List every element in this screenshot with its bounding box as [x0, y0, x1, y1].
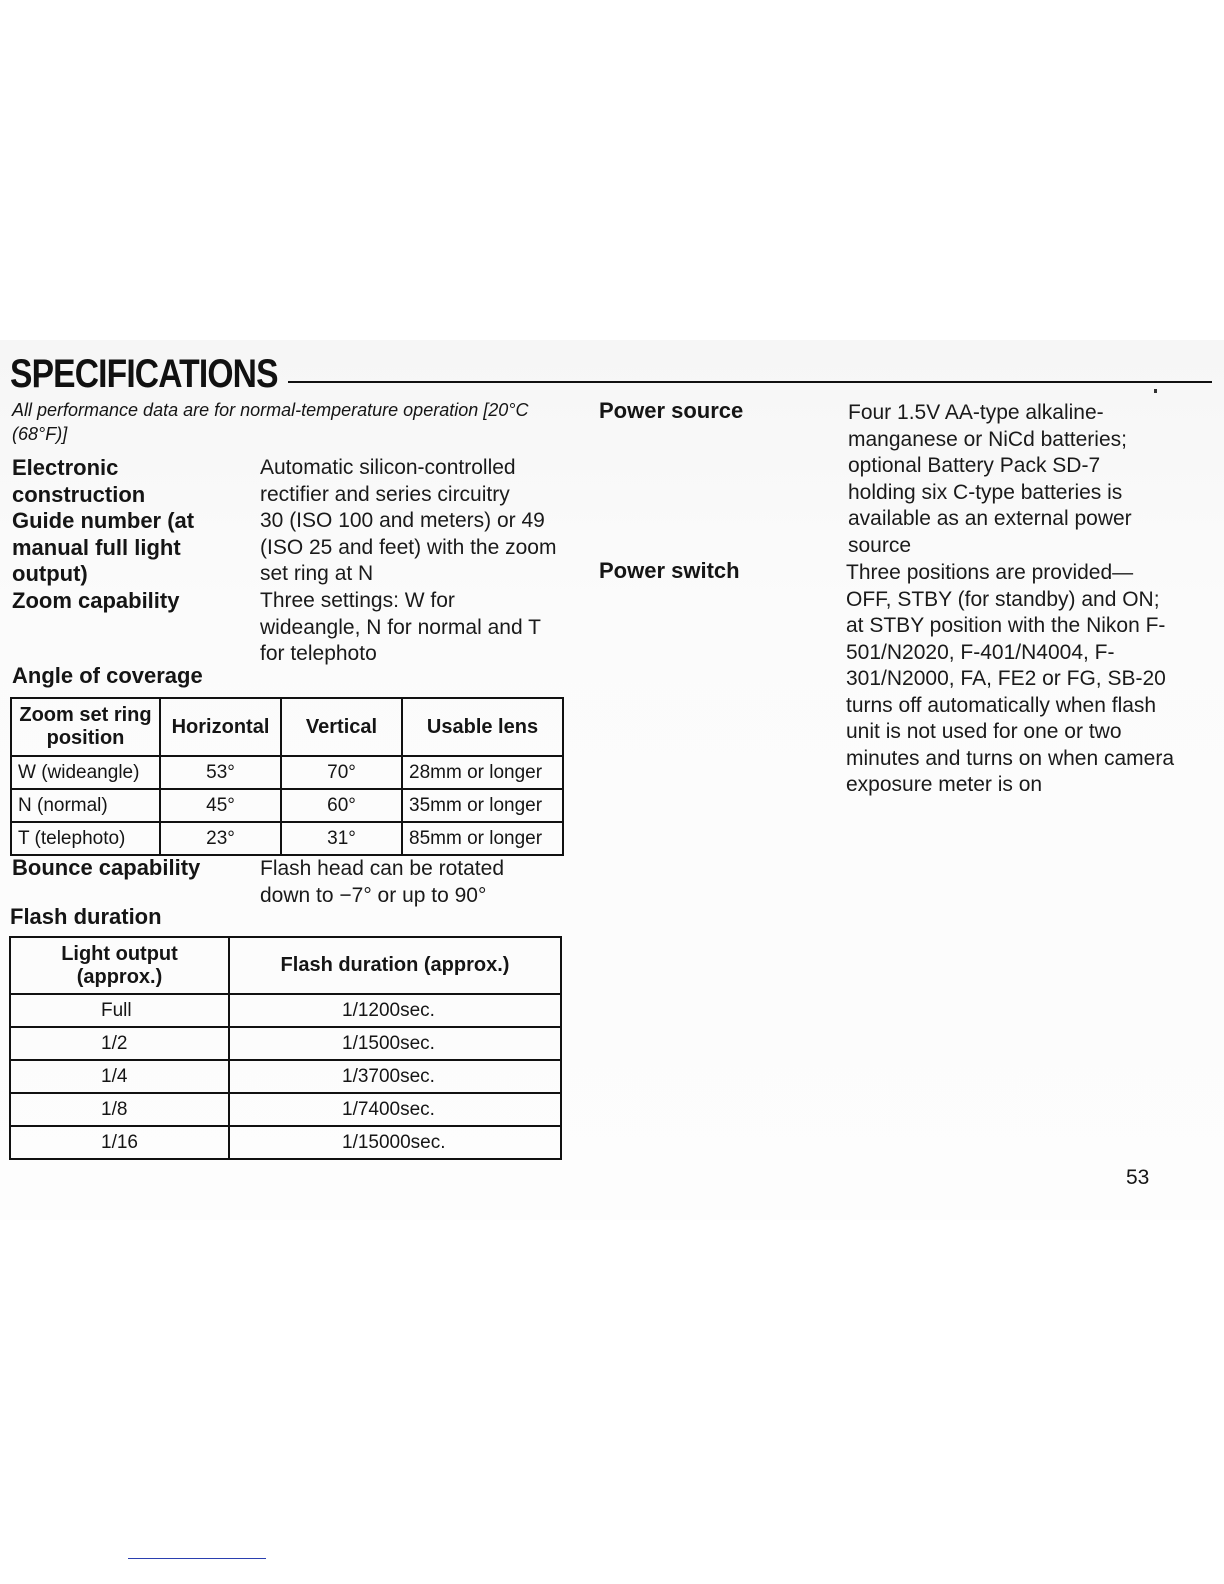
page-number: 53 — [1126, 1166, 1150, 1189]
table-cell: 28mm or longer — [402, 756, 563, 789]
guide-number-value: 30 (ISO 100 and meters) or 49 (ISO 25 and feet) with the zoom set ring at N — [260, 509, 557, 585]
electronic-construction-value: Automatic silicon-controlled rectifier and series circuitry — [260, 456, 516, 506]
table-row — [10, 1060, 561, 1093]
page-title: SPECIFICATIONS — [10, 352, 278, 396]
table-cell: 35mm or longer — [402, 789, 563, 822]
table-cell: Full — [10, 994, 229, 1027]
table-header-row — [11, 698, 563, 756]
table-row — [11, 756, 563, 789]
table-cell: 70° — [281, 756, 402, 789]
table-row — [10, 1027, 561, 1060]
table-cell: 1/15000sec. — [229, 1126, 561, 1159]
footer-rule — [128, 1558, 266, 1559]
table-cell: 85mm or longer — [402, 822, 563, 855]
table-header: Usable lens — [402, 698, 563, 756]
table-header: Zoom set ring position — [11, 698, 160, 756]
table-header: Light output (approx.) — [10, 937, 229, 994]
power-switch-label: Power switch — [599, 558, 740, 583]
zoom-capability-value: Three settings: W for wideangle, N for normal and T for telephoto — [260, 589, 541, 665]
table-cell: 1/3700sec. — [229, 1060, 561, 1093]
table-cell: N (normal) — [11, 789, 160, 822]
table-cell: 23° — [160, 822, 281, 855]
zoom-capability-label: Zoom capability — [12, 588, 180, 613]
table-row — [11, 789, 563, 822]
table-cell: 1/1200sec. — [229, 994, 561, 1027]
power-source-label: Power source — [599, 398, 744, 423]
power-switch-value: Three positions are provided—OFF, STBY (for standby) and ON; at STBY position with the Nikon F-501/N2020, F-401/N4004, F-301/N2000, FA, FE2 or FG, SB-20 turns off automatically when flash unit is not used for one or two minutes and turns on when camera exposure meter is on — [846, 561, 1175, 796]
table-cell: 60° — [281, 789, 402, 822]
table-cell: 1/2 — [10, 1027, 229, 1060]
table-header: Flash duration (approx.) — [229, 937, 561, 994]
table-cell: 53° — [160, 756, 281, 789]
angle-coverage-table — [10, 697, 564, 856]
table-cell: 1/16 — [10, 1126, 229, 1159]
table-cell: W (wideangle) — [11, 756, 160, 789]
table-header-row — [10, 937, 561, 994]
electronic-construction-label: Electronic construction — [12, 455, 146, 507]
angle-of-coverage-label: Angle of coverage — [12, 663, 203, 688]
table-cell: 1/8 — [10, 1093, 229, 1126]
table-header: Horizontal — [160, 698, 281, 756]
guide-number-label: Guide number (at manual full light output) — [12, 508, 195, 586]
table-row — [10, 1093, 561, 1126]
bounce-capability-value: Flash head can be rotated down to −7° or up to 90° — [260, 857, 505, 907]
table-cell: 45° — [160, 789, 281, 822]
power-source-value: Four 1.5V AA-type alkaline-manganese or NiCd batteries; optional Battery Pack SD-7 holding six C-type batteries is available as an external power source — [848, 401, 1132, 557]
table-row — [11, 822, 563, 855]
stray-mark — [1154, 389, 1157, 393]
table-cell: 31° — [281, 822, 402, 855]
table-cell: 1/7400sec. — [229, 1093, 561, 1126]
flash-duration-label: Flash duration — [10, 904, 162, 929]
flash-duration-table — [9, 936, 562, 1160]
table-row — [10, 1126, 561, 1159]
bounce-capability-label: Bounce capability — [12, 855, 201, 880]
table-cell: T (telephoto) — [11, 822, 160, 855]
subtitle: All performance data are for normal-temperature operation [20°C (68°F)] — [12, 400, 529, 444]
table-row — [10, 994, 561, 1027]
table-cell: 1/1500sec. — [229, 1027, 561, 1060]
table-cell: 1/4 — [10, 1060, 229, 1093]
table-header: Vertical — [281, 698, 402, 756]
title-rule — [288, 381, 1212, 383]
